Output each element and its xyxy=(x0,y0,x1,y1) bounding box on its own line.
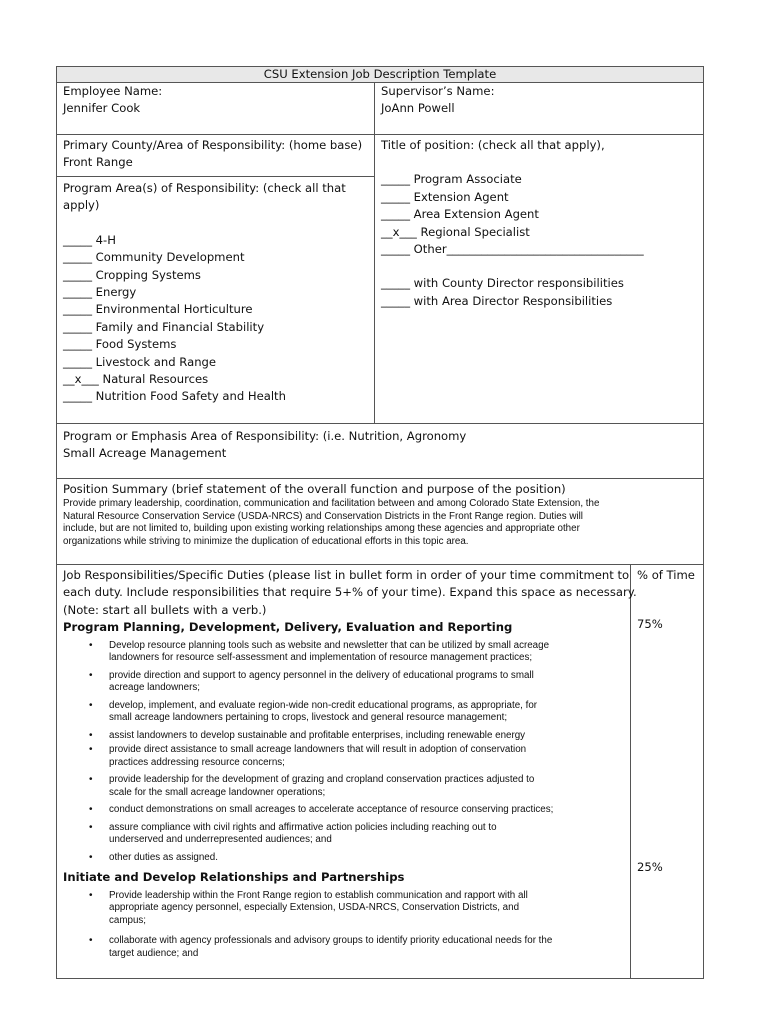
county-value: Front Range xyxy=(63,155,133,170)
program-areas-label-cont: apply) xyxy=(63,198,100,213)
county-label: Primary County/Area of Responsibility: (home base) xyxy=(63,138,363,152)
summary-line: Natural Resource Conservation Service (USDA-NRCS) and Conservation Districts in the Front Range region. Duties will xyxy=(63,510,583,522)
position-option-area-extension-agent: _____ Area Extension Agent xyxy=(381,207,539,222)
list-item: • collaborate with agency professionals and advisory groups to identify priority educational needs for the target audience; and xyxy=(109,935,624,960)
position-option-other: _____ Other__________________________________ xyxy=(381,242,644,257)
position-option-area-director: _____ with Area Director Responsibilities xyxy=(381,293,613,308)
duties-row xyxy=(57,565,704,979)
list-item: • provide direction and support to agency personnel in the delivery of educational programs to small acreage landowners; xyxy=(109,670,624,695)
area-title-row xyxy=(57,135,704,177)
program-area-natural-resources: __x___ Natural Resources xyxy=(63,372,209,387)
form-title: CSU Extension Job Description Template xyxy=(57,67,704,83)
emphasis-row xyxy=(57,424,704,479)
emphasis-cell xyxy=(57,424,704,479)
list-item: • other duties as assigned. xyxy=(109,852,624,865)
program-area-family-financial-stability: _____ Family and Financial Stability xyxy=(63,319,265,334)
list-item: • assure compliance with civil rights and affirmative action policies including reaching out to underserved and underrepresented audiences; and xyxy=(109,822,624,847)
section-heading-relationships: Initiate and Develop Relationships and Partnerships xyxy=(63,870,405,885)
emphasis-label: Program or Emphasis Area of Responsibility: (i.e. Nutrition, Agronomy xyxy=(63,429,467,443)
summary-line: include, but are not limited to, building upon existing working relationships among these agencies and appropriate other xyxy=(63,523,580,535)
supervisor-name: JoAnn Powell xyxy=(381,101,455,116)
program-areas-label: Program Area(s) of Responsibility: (check all that xyxy=(63,181,346,195)
names-row xyxy=(57,83,704,135)
position-title-cell xyxy=(375,135,704,424)
list-item: • Develop resource planning tools such as website and newsletter that can be utilized by small acreage landowners for resource self-assessment and implementation of resource management practices; xyxy=(109,640,624,665)
summary-line: organizations while striving to minimize the duplication of educational efforts in this topic area. xyxy=(63,535,469,547)
time-percent-program-planning: 75% xyxy=(637,617,663,631)
list-item: • develop, implement, and evaluate region-wide non-credit educational programs, as appropriate, for small acreage landowners pertaining to crops, livestock and general resource management; xyxy=(109,700,624,725)
list-item: • assist landowners to develop sustainable and profitable enterprises, including renewable energy xyxy=(109,730,624,743)
summary-cell xyxy=(57,479,704,565)
position-option-program-associate: _____ Program Associate xyxy=(381,172,522,187)
list-item: • provide direct assistance to small acreage landowners that will result in adoption of conservation practices addressing resource concerns; xyxy=(109,744,624,769)
program-area-environmental-horticulture: _____ Environmental Horticulture xyxy=(63,302,253,317)
emphasis-value: Small Acreage Management xyxy=(63,446,227,461)
program-areas-cell xyxy=(57,177,375,424)
program-area-energy: _____ Energy xyxy=(63,285,137,300)
list-item: • Provide leadership within the Front Range region to establish communication and rapport with all appropriate agency personnel, especially Extension, USDA-NRCS, Conservation Districts, and campus; xyxy=(109,890,624,928)
employee-cell xyxy=(57,83,375,135)
relationships-list xyxy=(63,890,624,961)
time-percent-relationships: 25% xyxy=(637,860,663,874)
section-heading-program-planning: Program Planning, Development, Delivery, Evaluation and Reporting xyxy=(63,620,513,635)
form-table xyxy=(56,66,704,979)
program-area-cropping-systems: _____ Cropping Systems xyxy=(63,267,201,282)
program-planning-list xyxy=(63,640,624,865)
form-title-row xyxy=(57,67,704,83)
program-area-nutrition-food-safety: _____ Nutrition Food Safety and Health xyxy=(63,389,286,404)
duties-intro-line: each duty. Include responsibilities that require 5+% of your time). Expand this space as necessary. xyxy=(63,585,637,600)
job-description-form xyxy=(56,66,703,979)
duties-cell xyxy=(57,565,637,979)
time-percent-cell xyxy=(631,565,704,979)
program-area-4h: _____ 4-H xyxy=(63,232,116,247)
duties-intro-line: Job Responsibilities/Specific Duties (please list in bullet form in order of your time commitment to xyxy=(63,568,630,582)
supervisor-label: Supervisor’s Name: xyxy=(381,84,495,98)
summary-label: Position Summary (brief statement of the overall function and purpose of the position) xyxy=(63,482,566,496)
program-area-food-systems: _____ Food Systems xyxy=(63,337,177,352)
list-item: • provide leadership for the development of grazing and cropland conservation practices adjusted to scale for the small acreage landowner operations; xyxy=(109,774,624,799)
program-area-livestock-range: _____ Livestock and Range xyxy=(63,354,217,369)
position-option-county-director: _____ with County Director responsibilities xyxy=(381,276,624,291)
list-item: • conduct demonstrations on small acreages to accelerate acceptance of resource conserving practices; xyxy=(109,804,624,817)
county-cell xyxy=(57,135,375,177)
program-area-community-development: _____ Community Development xyxy=(63,250,245,265)
position-option-regional-specialist: __x___ Regional Specialist xyxy=(381,224,530,239)
employee-label: Employee Name: xyxy=(63,84,163,98)
position-title-label: Title of position: (check all that apply), xyxy=(381,138,605,152)
summary-line: Provide primary leadership, coordination, communication and facilitation between and among Colorado State Extension, the xyxy=(63,498,600,510)
time-percent-header: % of Time xyxy=(637,568,695,582)
supervisor-cell xyxy=(375,83,704,135)
position-option-extension-agent: _____ Extension Agent xyxy=(381,189,509,204)
summary-row xyxy=(57,479,704,565)
employee-name: Jennifer Cook xyxy=(63,101,141,116)
duties-intro-line: (Note: start all bullets with a verb.) xyxy=(63,602,267,617)
